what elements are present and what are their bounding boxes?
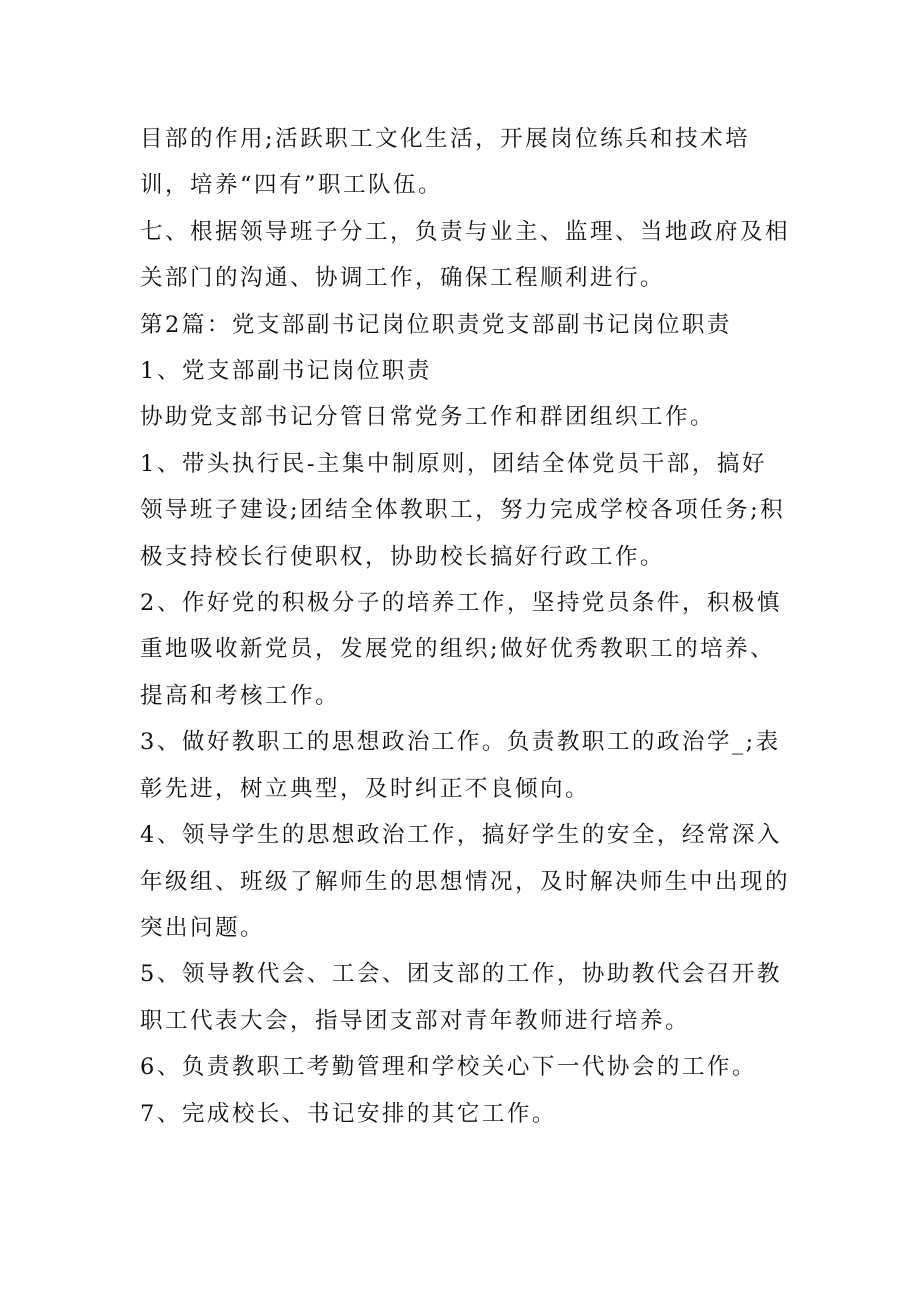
- list-item-6: 6、负责教职工考勤管理和学校关心下一代协会的工作。: [140, 1054, 757, 1081]
- subsection-heading: 1、党支部副书记岗位职责: [140, 358, 432, 385]
- paragraph-continuation: 目部的作用;活跃职工文化生活，开展岗位练兵和技术培训，培养“四有”职工队伍。: [140, 126, 751, 199]
- document-body: [140, 116, 790, 1137]
- list-item-3: 3、做好教职工的思想政治工作。负责教职工的政治学_;表彰先进，树立典型，及时纠正不良倾向。: [140, 729, 781, 802]
- list-item-1: 1、带头执行民-主集中制原则，团结全体党员干部，搞好领导班子建设;团结全体教职工，努力完成学校各项任务;积极支持校长行使职权，协助校长搞好行政工作。: [140, 450, 786, 570]
- list-item-7: 7、完成校长、书记安排的其它工作。: [140, 1100, 557, 1127]
- list-item-5: 5、领导教代会、工会、团支部的工作，协助教代会召开教职工代表大会，指导团支部对青年教师进行培养。: [140, 961, 782, 1034]
- list-item-4: 4、领导学生的思想政治工作，搞好学生的安全，经常深入年级组、班级了解师生的思想情况，及时解决师生中出现的突出问题。: [140, 822, 791, 941]
- paragraph-item-7: 七、根据领导班子分工，负责与业主、监理、当地政府及相关部门的沟通、协调工作，确保工程顺利进行。: [140, 218, 791, 292]
- list-item-2: 2、作好党的积极分子的培养工作，坚持党员条件，积极慎重地吸收新党员，发展党的组织;做好优秀教职工的培养、提高和考核工作。: [140, 590, 782, 709]
- section-heading: 第2篇：党支部副书记岗位职责党支部副书记岗位职责: [140, 311, 732, 338]
- paragraph-intro: 协助党支部书记分管日常党务工作和群团组织工作。: [140, 404, 716, 431]
